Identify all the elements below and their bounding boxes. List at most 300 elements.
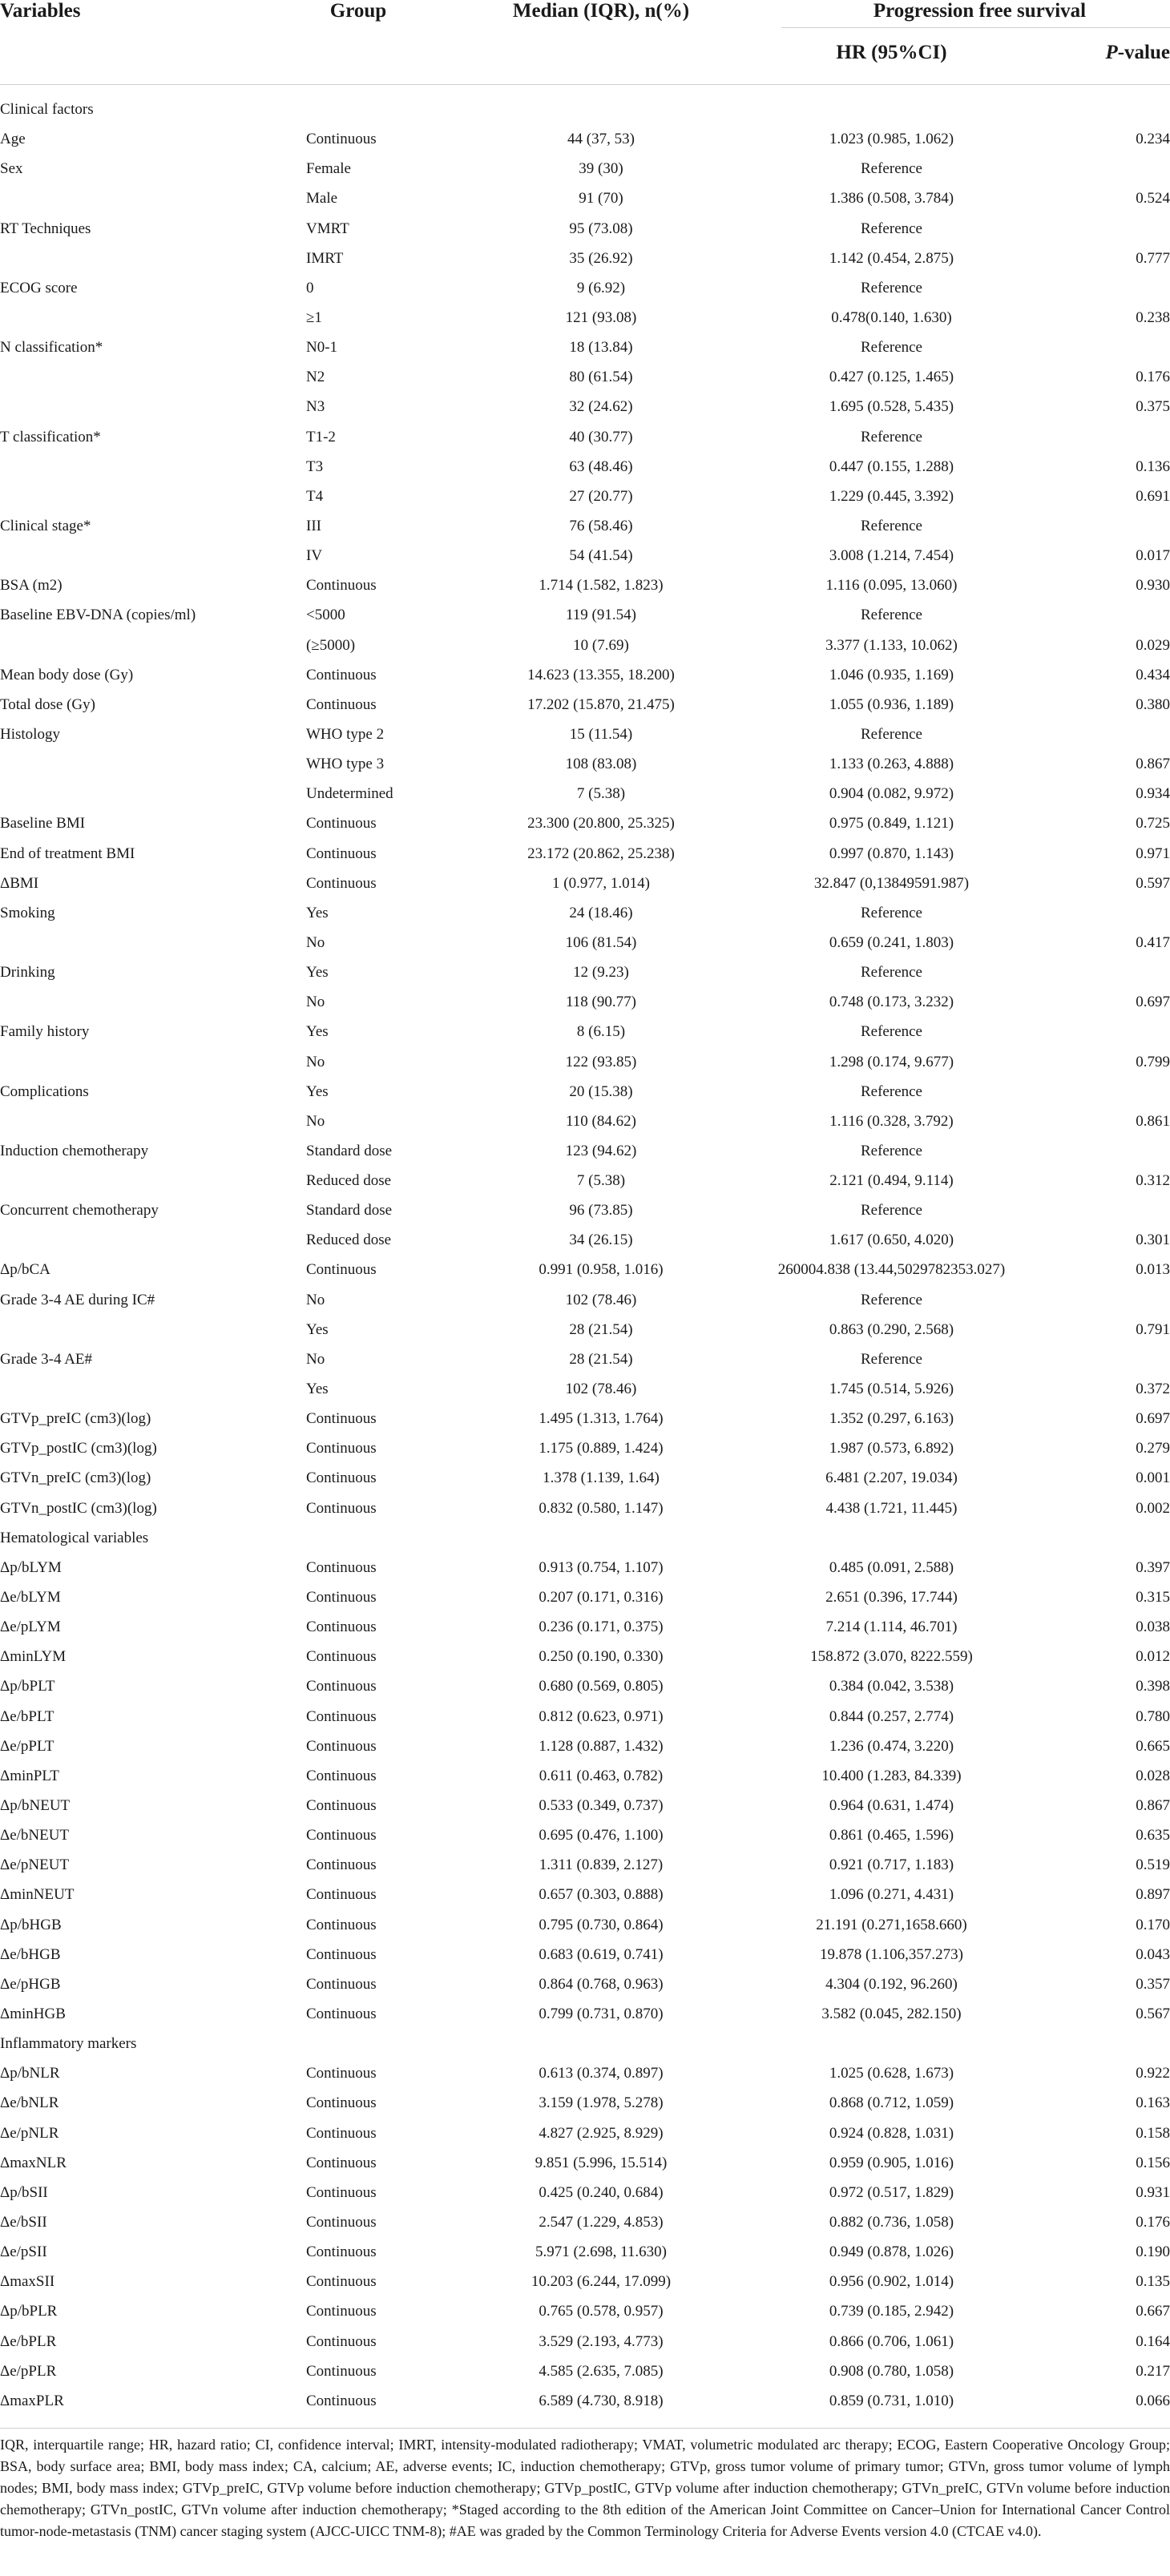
group-cell: Yes (306, 1320, 329, 1338)
variable-cell: BSA (m2) (0, 577, 63, 595)
p-value-cell: 0.170 (1136, 1916, 1170, 1933)
variable-cell: Smoking (0, 904, 55, 921)
group-cell: VMRT (306, 220, 349, 237)
p-value-cell: 0.372 (1136, 1381, 1170, 1398)
table-row (0, 2207, 1170, 2237)
variable-cell: GTVn_preIC (cm3)(log) (0, 1469, 151, 1487)
median-cell: 12 (9.23) (573, 964, 629, 982)
group-cell: No (306, 994, 325, 1011)
table-row (0, 2267, 1170, 2296)
table-row (0, 1166, 1170, 1195)
p-value-cell: 0.164 (1136, 2332, 1170, 2350)
variable-cell: Complications (0, 1082, 89, 1100)
median-cell: 122 (93.85) (565, 1053, 637, 1070)
group-cell: Standard dose (306, 1142, 393, 1159)
median-cell: 28 (21.54) (569, 1320, 633, 1338)
table-row (0, 1315, 1170, 1344)
group-cell: Continuous (306, 2332, 377, 2350)
hr-cell: 0.427 (0.125, 1.465) (829, 369, 954, 386)
p-value-cell: 0.190 (1136, 2243, 1170, 2261)
p-value-cell: 0.971 (1136, 845, 1170, 862)
median-cell: 23.172 (20.862, 25.238) (527, 845, 675, 862)
hr-cell: 0.739 (0.185, 2.942) (829, 2303, 954, 2320)
p-value-cell: 0.567 (1136, 2006, 1170, 2022)
group-cell: Continuous (306, 666, 377, 683)
p-value-cell: 0.176 (1136, 2213, 1170, 2231)
table-row (0, 2296, 1170, 2326)
table-row (0, 1494, 1170, 1523)
header-pfs: Progression free survival (873, 0, 1087, 22)
variable-cell: ΔBMI (0, 874, 39, 892)
variable-cell: Δp/bNLR (0, 2065, 60, 2082)
table-row (0, 1285, 1170, 1315)
p-value-cell: 0.017 (1136, 547, 1170, 565)
median-cell: 119 (91.54) (566, 607, 636, 624)
group-cell: Male (306, 190, 338, 208)
p-value-cell: 0.867 (1136, 756, 1170, 773)
table-row (0, 1195, 1170, 1225)
hr-cell: 0.956 (0.902, 1.014) (829, 2273, 954, 2291)
median-cell: 4.585 (2.635, 7.085) (539, 2362, 664, 2380)
group-cell: IMRT (306, 249, 344, 267)
header-p-italic: P (1105, 42, 1118, 63)
table-row (0, 2118, 1170, 2148)
median-cell: 0.832 (0.580, 1.147) (539, 1499, 664, 1517)
variable-cell: ΔmaxNLR (0, 2154, 67, 2171)
group-cell: Continuous (306, 1975, 377, 1993)
variable-cell: Δp/bPLR (0, 2303, 58, 2320)
group-cell: T3 (306, 458, 324, 475)
group-cell: Reduced dose (306, 1232, 392, 1249)
variable-cell: Baseline EBV-DNA (copies/ml) (0, 607, 196, 624)
median-cell: 39 (30) (579, 160, 623, 178)
hr-cell: Reference (861, 428, 922, 445)
p-value-cell: 0.417 (1136, 933, 1170, 951)
p-value-cell: 0.002 (1136, 1499, 1170, 1517)
group-cell: Continuous (306, 1678, 377, 1695)
table-row (0, 1047, 1170, 1077)
hr-cell: Reference (861, 279, 922, 296)
group-cell: Yes (306, 1023, 329, 1041)
variable-cell: ΔminNEUT (0, 1886, 75, 1904)
hr-cell: 0.859 (0.731, 1.010) (829, 2392, 954, 2409)
group-cell: Continuous (306, 1589, 377, 1606)
median-cell: 17.202 (15.870, 21.475) (527, 695, 675, 713)
table-row (0, 1671, 1170, 1701)
group-cell: Continuous (306, 1261, 377, 1279)
group-cell: No (306, 933, 325, 951)
hr-cell: 1.025 (0.628, 1.673) (829, 2065, 954, 2082)
variable-cell: Mean body dose (Gy) (0, 666, 134, 683)
variable-cell: ΔmaxSII (0, 2273, 55, 2291)
table-row (0, 1433, 1170, 1463)
p-value-cell: 0.315 (1136, 1589, 1170, 1606)
variable-cell: GTVp_postIC (cm3)(log) (0, 1440, 157, 1457)
table-row (0, 2237, 1170, 2267)
p-value-cell: 0.725 (1136, 815, 1170, 832)
group-cell: WHO type 2 (306, 725, 385, 743)
table-row (0, 631, 1170, 660)
p-value-cell: 0.930 (1136, 577, 1170, 595)
hr-cell: 0.959 (0.905, 1.016) (829, 2154, 954, 2171)
hr-cell: 0.659 (0.241, 1.803) (829, 933, 954, 951)
table-row (0, 1642, 1170, 1671)
median-cell: 0.611 (0.463, 0.782) (539, 1767, 664, 1784)
hr-cell: 0.447 (0.155, 1.288) (829, 458, 954, 475)
median-cell: 10.203 (6.244, 17.099) (531, 2273, 672, 2291)
variable-cell: Δe/pNLR (0, 2124, 59, 2142)
median-cell: 102 (78.46) (565, 1381, 637, 1398)
table-row (0, 2088, 1170, 2118)
hr-cell: 1.229 (0.445, 3.392) (829, 487, 954, 505)
p-value-cell: 0.597 (1136, 874, 1170, 892)
hr-cell: 1.352 (0.297, 6.163) (829, 1410, 954, 1428)
group-cell: No (306, 1053, 325, 1070)
median-cell: 27 (20.77) (569, 487, 633, 505)
header-hr: HR (95%CI) (836, 42, 947, 63)
hr-cell: Reference (861, 607, 922, 624)
table-row (0, 1850, 1170, 1880)
table-row (0, 987, 1170, 1017)
p-value-cell: 0.867 (1136, 1797, 1170, 1815)
group-cell: WHO type 3 (306, 756, 385, 773)
group-cell: Continuous (306, 2183, 377, 2201)
median-cell: 106 (81.54) (565, 933, 637, 951)
hr-cell: 1.695 (0.528, 5.435) (829, 398, 954, 416)
hr-cell: 3.377 (1.133, 10.062) (825, 636, 958, 654)
p-value-cell: 0.028 (1136, 1767, 1170, 1784)
p-value-cell: 0.301 (1136, 1232, 1170, 1249)
hr-cell: 1.142 (0.454, 2.875) (829, 249, 954, 267)
table-row (0, 422, 1170, 452)
p-value-cell: 0.931 (1136, 2183, 1170, 2201)
p-value-cell: 0.397 (1136, 1558, 1170, 1576)
table-row (0, 154, 1170, 183)
p-value-cell: 0.922 (1136, 2065, 1170, 2082)
variable-cell: GTVp_preIC (cm3)(log) (0, 1410, 151, 1428)
table-row (0, 183, 1170, 213)
hr-cell: Reference (861, 964, 922, 982)
median-cell: 63 (48.46) (569, 458, 633, 475)
group-cell: Continuous (306, 2094, 377, 2112)
group-cell: Continuous (306, 695, 377, 713)
median-cell: 0.683 (0.619, 0.741) (539, 1945, 664, 1963)
variable-cell: Clinical factors (0, 101, 94, 118)
group-cell: Yes (306, 1082, 329, 1100)
group-cell: Continuous (306, 2362, 377, 2380)
hr-cell: 0.972 (0.517, 1.829) (829, 2183, 954, 2201)
median-cell: 6.589 (4.730, 8.918) (539, 2392, 664, 2409)
table-row (0, 1017, 1170, 1046)
table-row (0, 957, 1170, 987)
hr-cell: 0.882 (0.736, 1.058) (829, 2213, 954, 2231)
variable-cell: ΔminHGB (0, 2006, 66, 2022)
header-p-value: P-value (1105, 42, 1170, 63)
group-cell: Continuous (306, 1886, 377, 1904)
median-cell: 0.864 (0.768, 0.963) (539, 1975, 664, 1993)
table-row (0, 2058, 1170, 2088)
table-row (0, 1791, 1170, 1820)
hr-cell: 1.745 (0.514, 5.926) (829, 1381, 954, 1398)
median-cell: 5.971 (2.698, 11.630) (535, 2243, 667, 2261)
group-cell: Continuous (306, 845, 377, 862)
variable-cell: ΔmaxPLR (0, 2392, 64, 2409)
group-cell: Yes (306, 1381, 329, 1398)
p-value-cell: 0.791 (1136, 1320, 1170, 1338)
group-cell: Continuous (306, 1410, 377, 1428)
median-cell: 0.795 (0.730, 0.864) (539, 1916, 664, 1933)
group-cell: N2 (306, 369, 325, 386)
group-cell: Continuous (306, 1737, 377, 1755)
hr-cell: 1.298 (0.174, 9.677) (829, 1053, 954, 1070)
hr-cell: 0.924 (0.828, 1.031) (829, 2124, 954, 2142)
median-cell: 10 (7.69) (573, 636, 629, 654)
median-cell: 0.207 (0.171, 0.316) (539, 1589, 664, 1606)
header-divider (781, 27, 1170, 28)
group-cell: Continuous (306, 1916, 377, 1933)
median-cell: 34 (26.15) (569, 1232, 633, 1249)
table-row (0, 1999, 1170, 2029)
table-body (0, 95, 1170, 2416)
variable-cell: Δe/pHGB (0, 1975, 61, 1993)
group-cell: N3 (306, 398, 325, 416)
group-cell: Continuous (306, 1767, 377, 1784)
group-cell: Continuous (306, 874, 377, 892)
hr-cell: 10.400 (1.283, 84.339) (821, 1767, 962, 1784)
variable-cell: Δp/bLYM (0, 1558, 62, 1576)
table-row (0, 749, 1170, 779)
hr-cell: Reference (861, 1023, 922, 1041)
group-cell: Female (306, 160, 351, 178)
group-cell: Continuous (306, 1558, 377, 1576)
hr-cell: 1.096 (0.271, 4.431) (829, 1886, 954, 1904)
median-cell: 9 (6.92) (576, 279, 626, 296)
variable-cell: ΔminLYM (0, 1648, 67, 1666)
p-value-cell: 0.667 (1136, 2303, 1170, 2320)
p-value-cell: 0.665 (1136, 1737, 1170, 1755)
variable-cell: Δe/pPLR (0, 2362, 57, 2380)
hr-cell: Reference (861, 220, 922, 237)
variable-cell: RT Techniques (0, 220, 91, 237)
group-cell: Continuous (306, 2392, 377, 2409)
p-value-cell: 0.013 (1136, 1261, 1170, 1279)
group-cell: Continuous (306, 1469, 377, 1487)
footnote-divider (0, 2428, 1170, 2429)
p-value-cell: 0.043 (1136, 1945, 1170, 1963)
hr-cell: 4.304 (0.192, 96.260) (825, 1975, 958, 1993)
table-row (0, 1523, 1170, 1553)
variable-cell: Inflammatory markers (0, 2035, 137, 2053)
median-cell: 0.425 (0.240, 0.684) (539, 2183, 664, 2201)
hr-cell: 1.046 (0.935, 1.169) (829, 666, 954, 683)
hr-cell: 6.481 (2.207, 19.034) (825, 1469, 958, 1487)
p-value-cell: 0.279 (1136, 1440, 1170, 1457)
hr-cell: 0.844 (0.257, 2.774) (829, 1707, 954, 1725)
hr-cell: Reference (861, 904, 922, 921)
table-row (0, 1463, 1170, 1493)
median-cell: 0.765 (0.578, 0.957) (539, 2303, 664, 2320)
table-row (0, 808, 1170, 838)
median-cell: 15 (11.54) (569, 725, 633, 743)
median-cell: 0.533 (0.349, 0.737) (539, 1797, 664, 1815)
variable-cell: Drinking (0, 964, 55, 982)
median-cell: 2.547 (1.229, 4.853) (539, 2213, 664, 2231)
table-row (0, 1582, 1170, 1612)
variable-cell: Δe/bNLR (0, 2094, 59, 2112)
table-row (0, 2178, 1170, 2207)
p-value-cell: 0.038 (1136, 1619, 1170, 1636)
hr-cell: 0.748 (0.173, 3.232) (829, 994, 954, 1011)
hr-cell: 0.908 (0.780, 1.058) (829, 2362, 954, 2380)
hr-cell: 0.868 (0.712, 1.059) (829, 2094, 954, 2112)
hr-cell: 1.116 (0.095, 13.060) (825, 577, 958, 595)
variable-cell: Δp/bPLT (0, 1678, 55, 1695)
variable-cell: Δe/bPLR (0, 2332, 57, 2350)
variable-cell: Δe/bSII (0, 2213, 47, 2231)
p-value-cell: 0.934 (1136, 785, 1170, 803)
p-value-cell: 0.312 (1136, 1172, 1170, 1190)
median-cell: 8 (6.15) (576, 1023, 626, 1041)
median-cell: 96 (73.85) (569, 1202, 633, 1219)
table-row (0, 273, 1170, 303)
p-value-cell: 0.380 (1136, 695, 1170, 713)
hr-cell: 3.008 (1.214, 7.454) (829, 547, 954, 565)
hr-cell: 158.872 (3.070, 8222.559) (810, 1648, 973, 1666)
group-cell: Continuous (306, 1827, 377, 1844)
table-footnote: IQR, interquartile range; HR, hazard ratio; CI, confidence interval; IMRT, intensity-modulated radiotherapy; VMAT, volumetric modulated arc therapy; ECOG, Eastern Cooperative Oncology Group; BSA, body surface area; BMI, body mass index; CA, calcium; AE, adverse events; IC, induction chemotherapy; GTVp, gross tumor volume of primary tumor; GTVn, gross tumor volume of lymph nodes; BMI, body mass index; GTVp_preIC, GTVp volume before induction chemotherapy; GTVp_postIC, GTVp volume after induction chemotherapy; GTVn_preIC, GTVn volume before induction chemotherapy; GTVn_postIC, GTVn volume after induction chemotherapy; *Staged according to the 8th edition of the American Joint Committee on Cancer–Union for International Cancer Control tumor-node-metastasis (TNM) cancer staging system (AJCC-UICC TNM-8); #AE was graded by the Common Terminology Criteria for Adverse Events version 4.0 (CTCAE v4.0). (0, 2437, 1170, 2539)
median-cell: 32 (24.62) (569, 398, 633, 416)
median-cell: 44 (37, 53) (567, 131, 635, 148)
table-row (0, 1731, 1170, 1761)
variable-cell: Δp/bSII (0, 2183, 48, 2201)
hr-cell: 0.863 (0.290, 2.568) (829, 1320, 954, 1338)
p-value-cell: 0.799 (1136, 1053, 1170, 1070)
group-cell: Continuous (306, 1619, 377, 1636)
group-cell: Continuous (306, 577, 377, 595)
p-value-cell: 0.375 (1136, 398, 1170, 416)
hr-cell: 0.949 (0.878, 1.026) (829, 2243, 954, 2261)
variable-cell: Δe/pLYM (0, 1619, 61, 1636)
hr-cell: Reference (861, 1350, 922, 1368)
group-cell: ≥1 (306, 308, 322, 326)
median-cell: 1.128 (0.887, 1.432) (539, 1737, 664, 1755)
table-row (0, 720, 1170, 749)
table-row (0, 1404, 1170, 1433)
variable-cell: ΔminPLT (0, 1767, 59, 1784)
median-cell: 91 (70) (579, 190, 623, 208)
median-cell: 1.175 (0.889, 1.424) (539, 1440, 664, 1457)
variable-cell: Histology (0, 725, 60, 743)
variable-cell: Grade 3-4 AE# (0, 1350, 93, 1368)
header-group: Group (329, 0, 387, 22)
p-value-cell: 0.524 (1136, 190, 1170, 208)
header-median: Median (IQR), n(%) (512, 0, 690, 22)
variable-cell: Clinical stage* (0, 517, 91, 534)
table-row (0, 392, 1170, 421)
group-cell: T1-2 (306, 428, 336, 445)
p-value-cell: 0.691 (1136, 487, 1170, 505)
group-cell: Standard dose (306, 1202, 393, 1219)
variable-cell: End of treatment BMI (0, 845, 135, 862)
p-value-cell: 0.029 (1136, 636, 1170, 654)
header-variables: Variables (0, 0, 81, 22)
table-row (0, 1761, 1170, 1791)
median-cell: 18 (13.84) (569, 339, 633, 357)
median-cell: 102 (78.46) (565, 1291, 637, 1308)
hr-cell: Reference (861, 725, 922, 743)
table-row (0, 1910, 1170, 1940)
table-row (0, 482, 1170, 511)
group-cell: III (306, 517, 321, 534)
table-row (0, 898, 1170, 928)
group-cell: Continuous (306, 1945, 377, 1963)
group-cell: Yes (306, 964, 329, 982)
median-cell: 110 (84.62) (566, 1112, 636, 1130)
hr-cell: 21.191 (0.271,1658.660) (816, 1916, 967, 1933)
table-row (0, 1136, 1170, 1166)
variable-cell: Baseline BMI (0, 815, 86, 832)
hr-cell: Reference (861, 339, 922, 357)
variable-cell: Sex (0, 160, 23, 178)
p-value-cell: 0.136 (1136, 458, 1170, 475)
median-cell: 0.250 (0.190, 0.330) (539, 1648, 664, 1666)
group-cell: Undetermined (306, 785, 393, 803)
hr-cell: Reference (861, 160, 922, 178)
hr-cell: 4.438 (1.721, 11.445) (825, 1499, 958, 1517)
hr-cell: 0.478(0.140, 1.630) (831, 308, 952, 326)
table-row (0, 928, 1170, 957)
group-cell: (≥5000) (306, 636, 356, 654)
group-cell: Continuous (306, 2303, 377, 2320)
variable-cell: Grade 3-4 AE during IC# (0, 1291, 155, 1308)
hr-cell: 1.236 (0.474, 3.220) (829, 1737, 954, 1755)
variable-cell: Hematological variables (0, 1529, 149, 1546)
table-row (0, 1553, 1170, 1582)
hr-cell: Reference (861, 517, 922, 534)
table-row (0, 839, 1170, 869)
table-row (0, 600, 1170, 630)
median-cell: 35 (26.92) (569, 249, 633, 267)
group-cell: Continuous (306, 1499, 377, 1517)
group-cell: IV (306, 547, 323, 565)
hr-cell: 32.847 (0,13849591.987) (813, 874, 970, 892)
median-cell: 7 (5.38) (576, 1172, 626, 1190)
table-row (0, 2029, 1170, 2058)
hr-cell: 1.116 (0.328, 3.792) (829, 1112, 954, 1130)
table-header (0, 0, 1170, 85)
variable-cell: Δe/bLYM (0, 1589, 61, 1606)
median-cell: 0.799 (0.731, 0.870) (539, 2006, 664, 2022)
table-row (0, 303, 1170, 333)
group-cell: Continuous (306, 2213, 377, 2231)
hr-cell: 1.386 (0.508, 3.784) (829, 190, 954, 208)
p-value-cell: 0.238 (1136, 308, 1170, 326)
group-cell: Continuous (306, 2006, 377, 2022)
variable-cell: Δp/bHGB (0, 1916, 62, 1933)
p-value-cell: 0.176 (1136, 369, 1170, 386)
hr-cell: 3.582 (0.045, 282.150) (821, 2006, 962, 2022)
table-row (0, 1344, 1170, 1374)
variable-cell: Δe/pSII (0, 2243, 47, 2261)
p-value-cell: 0.234 (1136, 131, 1170, 148)
group-cell: <5000 (306, 607, 345, 624)
group-cell: Continuous (306, 131, 377, 148)
median-cell: 1.311 (0.839, 2.127) (539, 1856, 664, 1874)
median-cell: 0.913 (0.754, 1.107) (539, 1558, 664, 1576)
hr-cell: 7.214 (1.114, 46.701) (825, 1619, 958, 1636)
median-cell: 0.613 (0.374, 0.897) (539, 2065, 664, 2082)
median-cell: 3.159 (1.978, 5.278) (539, 2094, 664, 2112)
